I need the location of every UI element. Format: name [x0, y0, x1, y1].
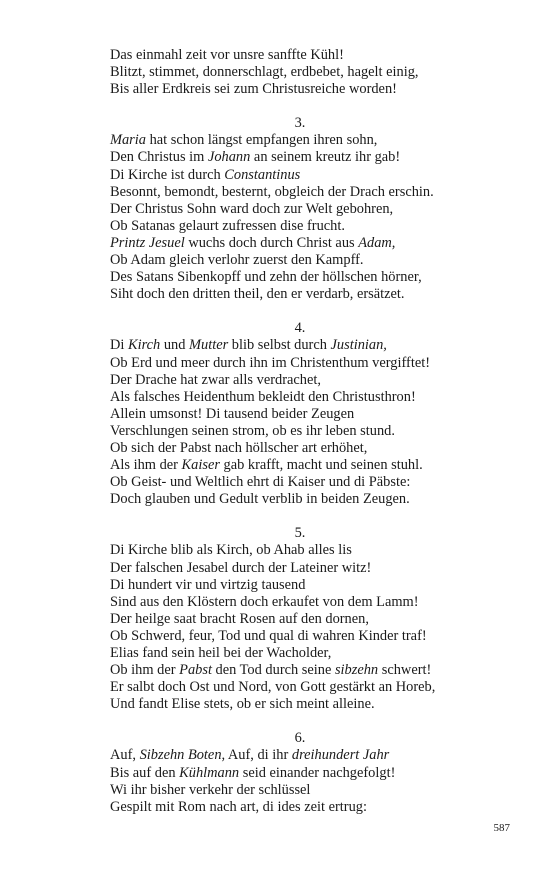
verse-line: Der Christus Sohn ward doch zur Welt gebohren,: [110, 200, 394, 217]
verse-line: Allein umsonst! Di tausend beider Zeugen: [110, 405, 355, 422]
verse-line: Den Christus im Johann an seinem kreutz ihr gab!: [110, 149, 401, 166]
stanza-number: 6.: [294, 730, 306, 747]
verse-line: Und fandt Elise stets, ob er sich meint alleine.: [110, 696, 375, 713]
stanza: [110, 115, 490, 303]
stanza: [110, 320, 490, 508]
verse-line: Wi ihr bisher verkehr der schlüssel: [110, 781, 311, 798]
stanza: [110, 47, 490, 98]
verse-line: Auf, Sibzehn Boten, Auf, di ihr dreihundert Jahr: [110, 747, 390, 764]
verse-line: Ob Erd und meer durch ihn im Christenthum vergifftet!: [110, 354, 430, 371]
verse-line: Ob sich der Pabst nach höllscher art erhöhet,: [110, 439, 368, 456]
verse-line: Ob Schwerd, feur, Tod und qual di wahren Kinder traf!: [110, 627, 427, 644]
verse-line: Sind aus den Klöstern doch erkaufet von dem Lamm!: [110, 593, 419, 610]
stanza: [110, 525, 490, 713]
verse-line: Bis auf den Kühlmann seid einander nachgefolgt!: [110, 764, 396, 781]
verse-line: Gespilt mit Rom nach art, di ides zeit ertrug:: [110, 798, 367, 815]
verse-line: Elias fand sein heil bei der Wacholder,: [110, 645, 332, 661]
verse-line: Di Kirche blib als Kirch, ob Ahab alles lis: [110, 542, 352, 559]
verse-line: Ob ihm der Pabst den Tod durch seine sibzehn schwert!: [110, 662, 432, 679]
verse-line: Ob Satanas gelaurt zufressen dise frucht.: [110, 217, 345, 234]
verse-line: Des Satans Sibenkopff und zehn der höllschen hörner,: [110, 269, 422, 286]
verse-line: Als falsches Heidenthum bekleidt den Christusthron!: [110, 388, 416, 405]
verse-line: Printz Jesuel wuchs doch durch Christ aus Adam,: [110, 234, 396, 251]
verse-line: Der heilge saat bracht Rosen auf den dornen,: [110, 610, 369, 627]
verse-line: Er salbt doch Ost und Nord, von Gott gestärkt an Horeb,: [110, 679, 436, 696]
verse-line: Verschlungen seinen strom, ob es ihr leben stund.: [110, 422, 395, 439]
verse-line: Maria hat schon längst empfangen ihren sohn,: [110, 132, 378, 149]
stanza: [110, 730, 490, 815]
stanza-number: 3.: [294, 115, 306, 132]
verse-line: Di hundert vir und virtzig tausend: [110, 576, 306, 593]
verse-line: Di Kirch und Mutter blib selbst durch Justinian,: [110, 337, 387, 354]
poem-text: [110, 47, 490, 816]
verse-line: Der falschen Jesabel durch der Lateiner witz!: [110, 559, 372, 576]
verse-line: Doch glauben und Gedult verblib in beiden Zeugen.: [110, 491, 410, 508]
verse-line: Ob Adam gleich verlohr zuerst den Kampff.: [110, 252, 364, 269]
verse-line: Das einmahl zeit vor unsre sanffte Kühl!: [110, 47, 344, 63]
verse-line: Bis aller Erdkreis sei zum Christusreiche worden!: [110, 81, 397, 98]
verse-line: Ob Geist- und Weltlich ehrt di Kaiser und di Päbste:: [110, 474, 411, 491]
page-number: 587: [493, 822, 510, 834]
stanza-number: 5.: [294, 525, 306, 542]
stanza-number: 4.: [294, 320, 306, 337]
verse-line: Als ihm der Kaiser gab krafft, macht und seinen stuhl.: [110, 457, 423, 474]
verse-line: Blitzt, stimmet, donnerschlagt, erdbebet, hagelt einig,: [110, 64, 419, 81]
verse-line: Der Drache hat zwar alls verdrachet,: [110, 371, 321, 388]
verse-line: Besonnt, bemondt, besternt, obgleich der Drach erschin.: [110, 183, 434, 200]
verse-line: Di Kirche ist durch Constantinus: [110, 166, 301, 183]
verse-line: Siht doch den dritten theil, den er verdarb, ersätzet.: [110, 286, 405, 303]
